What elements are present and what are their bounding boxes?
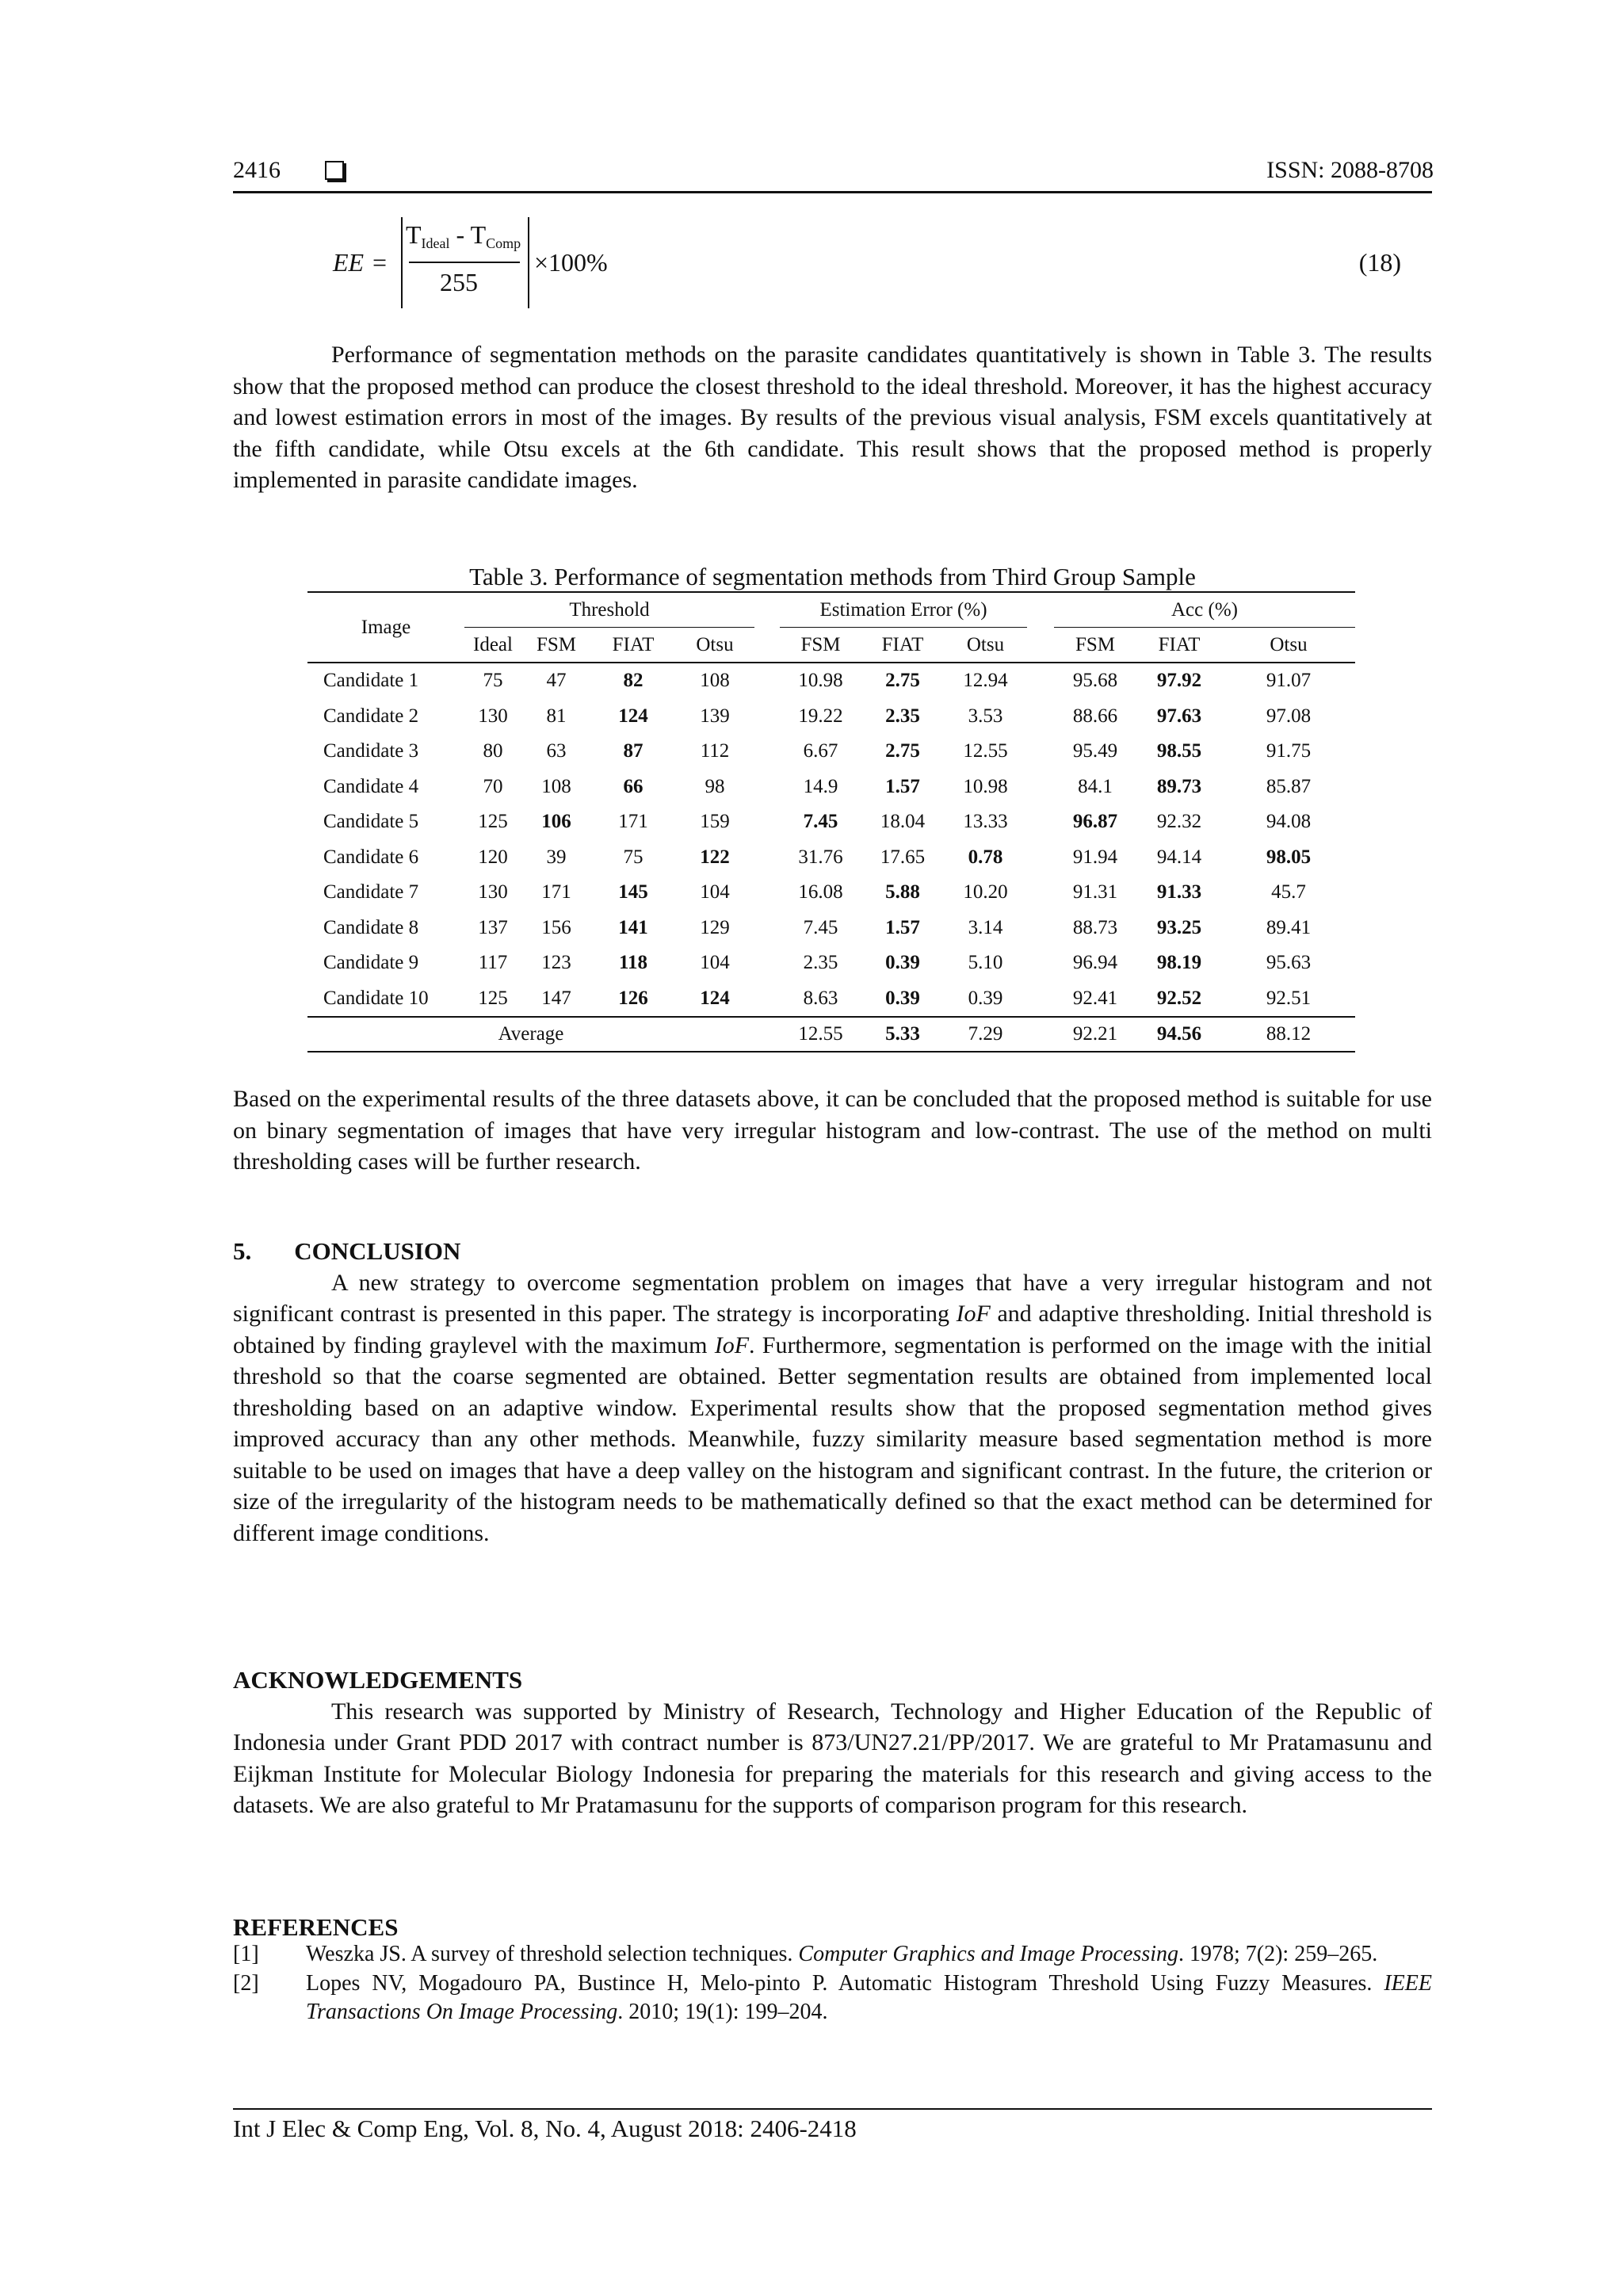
average-acc-otsu: 88.12 bbox=[1222, 1017, 1355, 1052]
column-spacer bbox=[1027, 875, 1054, 911]
reference-item bbox=[233, 1969, 1432, 2027]
column-spacer bbox=[1027, 981, 1054, 1018]
subheader-threshold-otsu: Otsu bbox=[675, 628, 754, 663]
reference-details: . 2010; 19(1): 199–204. bbox=[617, 2000, 828, 2024]
table-cell: 112 bbox=[700, 740, 730, 762]
reference-details: . 1978; 7(2): 259–265. bbox=[1178, 1942, 1378, 1966]
table-cell: 120 bbox=[478, 846, 508, 868]
table-cell: 89.41 bbox=[1266, 916, 1312, 938]
table-cell: 91.94 bbox=[1072, 846, 1118, 868]
journal-issn: ISSN: 2088-8708 bbox=[1266, 157, 1434, 183]
equation-lhs: EE bbox=[333, 248, 365, 277]
table-row bbox=[307, 770, 1355, 805]
table-cell: 94.08 bbox=[1266, 811, 1312, 833]
column-spacer bbox=[754, 770, 780, 805]
table-cell: 87 bbox=[623, 740, 643, 762]
table-cell: 156 bbox=[541, 916, 571, 938]
table-row bbox=[307, 804, 1355, 840]
table-cell: 129 bbox=[700, 916, 730, 938]
table-cell: 130 bbox=[478, 881, 508, 904]
table-cell: 122 bbox=[700, 846, 730, 868]
column-spacer bbox=[754, 875, 780, 911]
group-header-threshold: Threshold bbox=[464, 592, 754, 628]
column-spacer bbox=[1027, 699, 1054, 735]
column-spacer bbox=[1027, 840, 1054, 876]
column-spacer bbox=[754, 946, 780, 981]
table-cell: 3.14 bbox=[968, 916, 1003, 938]
page-number: 2416 bbox=[233, 157, 281, 183]
paragraph-datasets-text: Based on the experimental results of the three datasets above, it can be concluded that the proposed method is suitable for use on binary segmentation of images that have very irregular histogram and low-contrast. The use of the method on multi thresholding cases will be further research. bbox=[233, 1086, 1432, 1175]
table-cell: 47 bbox=[546, 670, 567, 692]
table-cell: 97.63 bbox=[1156, 705, 1202, 727]
table-cell: 5.88 bbox=[885, 881, 920, 904]
subheader-threshold-fsm: FSM bbox=[521, 628, 591, 663]
table-cell: 0.78 bbox=[968, 846, 1003, 868]
table-cell: 81 bbox=[546, 705, 567, 727]
references-heading: REFERENCES bbox=[233, 1913, 399, 1941]
column-spacer bbox=[1027, 804, 1054, 840]
table-cell: 95.63 bbox=[1266, 952, 1312, 974]
table-cell: 75 bbox=[623, 846, 643, 868]
table-cell: 13.33 bbox=[963, 811, 1008, 833]
acknowledgements-heading: ACKNOWLEDGEMENTS bbox=[233, 1666, 523, 1694]
table-cell: 108 bbox=[541, 775, 571, 797]
table-cell: 94.14 bbox=[1156, 846, 1202, 868]
table-cell: 125 bbox=[478, 811, 508, 833]
table-cell: 98 bbox=[705, 775, 725, 797]
table-cell: 96.94 bbox=[1072, 952, 1118, 974]
page-footer: Int J Elec & Comp Eng, Vol. 8, No. 4, August 2018: 2406-2418 bbox=[233, 2115, 857, 2142]
table-cell: 92.32 bbox=[1156, 811, 1202, 833]
average-error-otsu: 7.29 bbox=[944, 1017, 1027, 1052]
subheader-acc-otsu: Otsu bbox=[1222, 628, 1355, 663]
table-cell: 39 bbox=[546, 846, 567, 868]
average-error-fiat: 5.33 bbox=[861, 1017, 944, 1052]
table-cell: 82 bbox=[623, 670, 643, 692]
table-cell: 92.41 bbox=[1072, 987, 1118, 1009]
equation-number: (18) bbox=[1358, 248, 1401, 277]
table-cell: 97.92 bbox=[1156, 670, 1202, 692]
table-cell: 12.94 bbox=[963, 670, 1008, 692]
table-cell: 6.67 bbox=[803, 740, 838, 762]
subheader-error-otsu: Otsu bbox=[944, 628, 1027, 663]
subheader-error-fsm: FSM bbox=[780, 628, 861, 663]
table-cell: 10.20 bbox=[963, 881, 1008, 904]
table-cell: 123 bbox=[541, 952, 571, 974]
table-cell: 0.39 bbox=[885, 987, 920, 1009]
table-row bbox=[307, 663, 1355, 699]
section-conclusion bbox=[233, 1236, 1432, 1549]
t-comp: T bbox=[470, 220, 487, 249]
table-row bbox=[307, 840, 1355, 876]
subheader-acc-fsm: FSM bbox=[1054, 628, 1136, 663]
column-spacer bbox=[754, 911, 780, 946]
table-cell: 2.75 bbox=[885, 740, 920, 762]
column-spacer bbox=[1027, 770, 1054, 805]
column-spacer bbox=[754, 734, 780, 770]
table-cell: 91.07 bbox=[1266, 670, 1312, 692]
column-spacer bbox=[754, 699, 780, 735]
table-cell: 95.49 bbox=[1072, 740, 1118, 762]
reference-number: [2] bbox=[233, 1971, 259, 1996]
cell-image: Candidate 3 bbox=[323, 740, 419, 762]
t-comp-subscript: Comp bbox=[486, 235, 521, 251]
equation-numerator bbox=[406, 220, 521, 252]
conclusion-body bbox=[233, 1267, 1432, 1549]
conclusion-title: CONCLUSION bbox=[294, 1237, 461, 1265]
group-header-error: Estimation Error (%) bbox=[780, 592, 1027, 628]
subheader-error-fiat: FIAT bbox=[861, 628, 944, 663]
table-caption: Table 3. Performance of segmentation methods from Third Group Sample bbox=[469, 563, 1196, 590]
table-cell: 2.75 bbox=[885, 670, 920, 692]
table-cell: 17.65 bbox=[880, 846, 926, 868]
average-acc-fiat: 94.56 bbox=[1136, 1017, 1222, 1052]
section-references bbox=[233, 1913, 1432, 2027]
table-cell: 10.98 bbox=[798, 670, 843, 692]
table-cell: 124 bbox=[618, 705, 648, 727]
table-cell: 126 bbox=[618, 987, 648, 1009]
equation-equals: = bbox=[372, 248, 388, 277]
conclusion-text-a: A new strategy to overcome segmentation problem on images that have a very irregular histogram and not significant contrast is presented in this paper. The strategy is incorporating bbox=[233, 1269, 1432, 1327]
table-cell: 145 bbox=[618, 881, 648, 904]
table-cell: 108 bbox=[700, 670, 730, 692]
column-spacer bbox=[1027, 663, 1054, 699]
cell-image: Candidate 5 bbox=[323, 811, 419, 833]
table-cell: 10.98 bbox=[963, 775, 1008, 797]
reference-number: [1] bbox=[233, 1942, 259, 1966]
table-cell: 0.39 bbox=[885, 952, 920, 974]
table-cell: 139 bbox=[700, 705, 730, 727]
column-spacer bbox=[1027, 911, 1054, 946]
cell-image: Candidate 10 bbox=[323, 987, 429, 1009]
fraction-bar bbox=[409, 262, 520, 263]
table-cell: 104 bbox=[700, 881, 730, 904]
table-cell: 89.73 bbox=[1156, 775, 1202, 797]
column-spacer bbox=[1027, 946, 1054, 981]
average-acc-fsm: 92.21 bbox=[1054, 1017, 1136, 1052]
table-cell: 14.9 bbox=[803, 775, 838, 797]
paragraph-performance bbox=[233, 339, 1432, 496]
conclusion-heading bbox=[233, 1236, 1432, 1267]
checkbox-square-icon bbox=[325, 161, 344, 180]
abs-bar-right bbox=[528, 217, 529, 308]
table-cell: 16.08 bbox=[798, 881, 843, 904]
table-cell: 91.33 bbox=[1156, 881, 1202, 904]
table-cell: 91.31 bbox=[1072, 881, 1118, 904]
conclusion-iof-2: IoF bbox=[714, 1331, 750, 1358]
conclusion-text-b: and adaptive thresholding. Initial threshold is obtained by finding graylevel with the maximum bbox=[233, 1301, 1432, 1358]
conclusion-text-c: . Furthermore, segmentation is performed on the image with the initial threshold so that the coarse segmented are obtained. Better segmentation results are obtained from implemented local thresholding based on an adaptive window. Experimental results show that the proposed segmentation method gives improved accuracy than any other methods. Meanwhile, fuzzy similarity measure based segmentation method is more suitable to be used on images that have a deep valley on the histogram and significant contrast. In the future, the criterion or size of the irregularity of the histogram needs to be mathematically defined so that the exact method can be determined for different image conditions. bbox=[233, 1331, 1432, 1546]
table-cell: 7.45 bbox=[803, 916, 838, 938]
table-cell: 106 bbox=[541, 811, 571, 833]
table-cell: 92.51 bbox=[1266, 987, 1312, 1009]
table-row bbox=[307, 911, 1355, 946]
subheader-threshold-ideal: Ideal bbox=[464, 628, 521, 663]
table-cell: 19.22 bbox=[798, 705, 843, 727]
table-cell: 2.35 bbox=[803, 952, 838, 974]
table-cell: 45.7 bbox=[1271, 881, 1306, 904]
table-cell: 171 bbox=[618, 811, 648, 833]
table-cell: 12.55 bbox=[963, 740, 1008, 762]
t-ideal: T bbox=[406, 220, 422, 249]
table-3 bbox=[307, 591, 1355, 1052]
reference-journal: Computer Graphics and Image Processing bbox=[798, 1942, 1178, 1966]
column-spacer bbox=[754, 840, 780, 876]
table-cell: 2.35 bbox=[885, 705, 920, 727]
table-cell: 130 bbox=[478, 705, 508, 727]
table-average-row bbox=[307, 1017, 1355, 1052]
table-row bbox=[307, 981, 1355, 1018]
paragraph-performance-text: Performance of segmentation methods on the parasite candidates quantitatively is shown in Table 3. The results show that the proposed method can produce the closest threshold to the ideal threshold. Moreover, it has the highest accuracy and lowest estimation errors in most of the images. By results of the previous visual analysis, FSM excels quantitatively at the fifth candidate, while Otsu excels at the 6th candidate. This result shows that the proposed method is properly implemented in parasite candidate images. bbox=[233, 342, 1432, 493]
table-cell: 66 bbox=[623, 775, 643, 797]
table-row bbox=[307, 734, 1355, 770]
reference-authors: Lopes NV, Mogadouro PA, Bustince H, Melo-pinto P. Automatic Histogram Threshold Using Fuzzy Measures. bbox=[306, 1971, 1384, 1996]
table-cell: 124 bbox=[700, 987, 730, 1009]
table-cell: 8.63 bbox=[803, 987, 838, 1009]
conclusion-number: 5. bbox=[233, 1237, 252, 1265]
table-cell: 18.04 bbox=[880, 811, 926, 833]
table-cell: 118 bbox=[618, 952, 648, 974]
paragraph-conclusion-datasets bbox=[233, 1083, 1432, 1178]
table-cell: 1.57 bbox=[885, 775, 920, 797]
table-cell: 98.55 bbox=[1156, 740, 1202, 762]
cell-image: Candidate 6 bbox=[323, 846, 419, 868]
table-cell: 95.68 bbox=[1072, 670, 1118, 692]
table-cell: 92.52 bbox=[1156, 987, 1202, 1009]
column-spacer bbox=[754, 981, 780, 1018]
table-cell: 3.53 bbox=[968, 705, 1003, 727]
table-cell: 96.87 bbox=[1072, 811, 1118, 833]
minus-sign: - bbox=[449, 220, 471, 249]
footer-rule bbox=[233, 2108, 1432, 2110]
cell-image: Candidate 9 bbox=[323, 952, 419, 974]
table-row bbox=[307, 875, 1355, 911]
abs-bar-left bbox=[401, 217, 403, 308]
table-cell: 137 bbox=[478, 916, 508, 938]
table-cell: 7.45 bbox=[803, 811, 838, 833]
table-cell: 84.1 bbox=[1078, 775, 1113, 797]
equation-denominator: 255 bbox=[440, 268, 478, 296]
table-cell: 75 bbox=[483, 670, 503, 692]
table-cell: 159 bbox=[700, 811, 730, 833]
table-cell: 0.39 bbox=[968, 987, 1003, 1009]
table-subheader-row bbox=[307, 628, 1355, 663]
column-spacer bbox=[1027, 734, 1054, 770]
column-header-image: Image bbox=[307, 592, 464, 663]
table-cell: 88.73 bbox=[1072, 916, 1118, 938]
table-cell: 171 bbox=[541, 881, 571, 904]
table-cell: 91.75 bbox=[1266, 740, 1312, 762]
reference-item bbox=[233, 1940, 1432, 1969]
table-header-row bbox=[307, 592, 1355, 628]
average-error-fsm: 12.55 bbox=[780, 1017, 861, 1052]
cell-image: Candidate 1 bbox=[323, 670, 419, 692]
table-cell: 88.66 bbox=[1072, 705, 1118, 727]
reference-journal: IEEE Transactions On Image Processing bbox=[306, 1971, 1432, 2024]
table-cell: 1.57 bbox=[885, 916, 920, 938]
table-cell: 80 bbox=[483, 740, 503, 762]
table-cell: 85.87 bbox=[1266, 775, 1312, 797]
table-cell: 141 bbox=[618, 916, 648, 938]
group-header-acc: Acc (%) bbox=[1054, 592, 1355, 628]
table-cell: 70 bbox=[483, 775, 503, 797]
table-cell: 104 bbox=[700, 952, 730, 974]
cell-image: Candidate 8 bbox=[323, 916, 419, 938]
section-acknowledgements bbox=[233, 1664, 1432, 1821]
subheader-threshold-fiat: FIAT bbox=[591, 628, 675, 663]
cell-image: Candidate 7 bbox=[323, 881, 419, 904]
table-cell: 31.76 bbox=[798, 846, 843, 868]
table-cell: 97.08 bbox=[1266, 705, 1312, 727]
table-cell: 5.10 bbox=[968, 952, 1003, 974]
table-cell: 63 bbox=[546, 740, 567, 762]
table-cell: 147 bbox=[541, 987, 571, 1009]
subheader-acc-fiat: FIAT bbox=[1136, 628, 1222, 663]
header-rule bbox=[233, 191, 1432, 193]
t-ideal-subscript: Ideal bbox=[421, 235, 450, 251]
table-row bbox=[307, 946, 1355, 981]
average-label: Average bbox=[307, 1017, 754, 1052]
equation-18 bbox=[333, 212, 1442, 308]
column-spacer bbox=[754, 804, 780, 840]
table-row bbox=[307, 699, 1355, 735]
table-cell: 125 bbox=[478, 987, 508, 1009]
table-cell: 93.25 bbox=[1156, 916, 1202, 938]
equation-multiplier: ×100% bbox=[534, 248, 608, 277]
reference-authors: Weszka JS. A survey of threshold selection techniques. bbox=[306, 1942, 799, 1966]
table-cell: 117 bbox=[478, 952, 508, 974]
cell-image: Candidate 4 bbox=[323, 775, 419, 797]
cell-image: Candidate 2 bbox=[323, 705, 419, 727]
conclusion-iof: IoF bbox=[956, 1301, 991, 1327]
table-cell: 98.19 bbox=[1156, 952, 1202, 974]
table-cell: 98.05 bbox=[1266, 846, 1312, 868]
acknowledgements-body: This research was supported by Ministry of Research, Technology and Higher Education of the Republic of Indonesia under Grant PDD 2017 with contract number is 873/UN27.21/PP/2017. We are grateful to Mr Pratamasunu and Eijkman Institute for Molecular Biology Indonesia for preparing the materials for this research and giving access to the datasets. We are also grateful to Mr Pratamasunu for the supports of comparison program for this research. bbox=[233, 1698, 1432, 1818]
column-spacer bbox=[754, 663, 780, 699]
